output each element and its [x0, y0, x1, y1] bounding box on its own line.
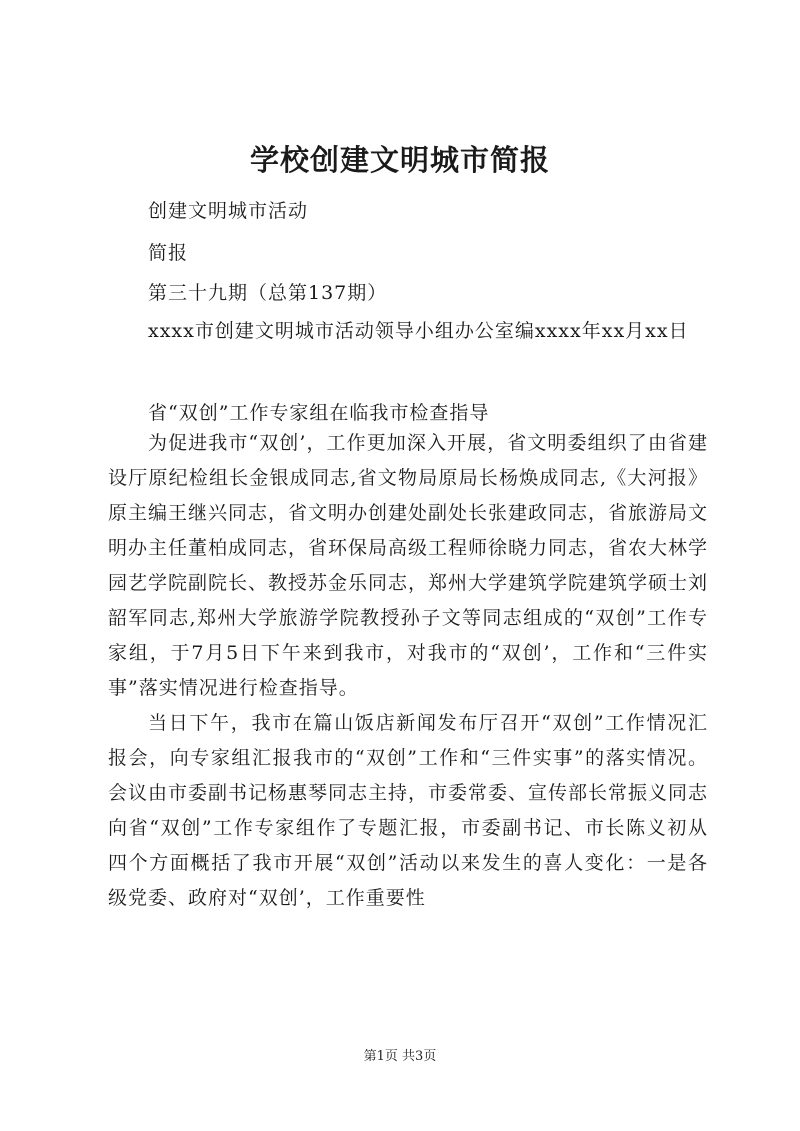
body-text — [108, 426, 708, 916]
subheading: 省“双创”工作专家组在临我市检查指导 — [148, 402, 490, 424]
editor-line-block — [108, 314, 708, 349]
header-line-activity: 创建文明城市活动 — [148, 200, 309, 222]
paragraph-2: 当日下午，我市在篇山饭店新闻发布厅召开“双创”工作情况汇报会，向专家组汇报我市的“双创”工作和“三件实事”的落实情况。会议由市委副书记杨惠琴同志主持，市委常委、宣传部长常振义同志向省“双创”工作专家组作了专题汇报，市委副书记、市长陈义初从四个方面概括了我市开展“双创”活动以来发生的喜人变化：一是各级党委、政府对“双创’，工作重要性 — [108, 712, 709, 909]
header-line-issue: 第三十九期（总第137期） — [148, 282, 388, 304]
header-line-bulletin: 简报 — [148, 242, 189, 264]
paragraph-1: 为促进我市“双创’，工作更加深入开展，省文明委组织了由省建设厅原纪检组长金银成同志,省文物局原局长杨焕成同志,《大河报》原主编王继兴同志，省文明办创建处副处长张建政同志，省旅游局文明办主任董柏成同志，省环保局高级工程师徐晓力同志，省农大林学园艺学院副院长、教授苏金乐同志，郑州大学建筑学院建筑学硕士刘韶军同志,郑州大学旅游学院教授孙子文等同志组成的“双创”工作专家组，于7月5日下午来到我市，对我市的“双创’，工作和“三件实事”落实情况进行检查指导。 — [108, 432, 709, 699]
document-title: 学校创建文明城市简报 — [249, 143, 550, 177]
editor-line: xxxx市创建文明城市活动领导小组办公室编xxxx年xx月xx日 — [148, 320, 689, 342]
page-footer: 第1页 共3页 — [363, 1049, 437, 1064]
